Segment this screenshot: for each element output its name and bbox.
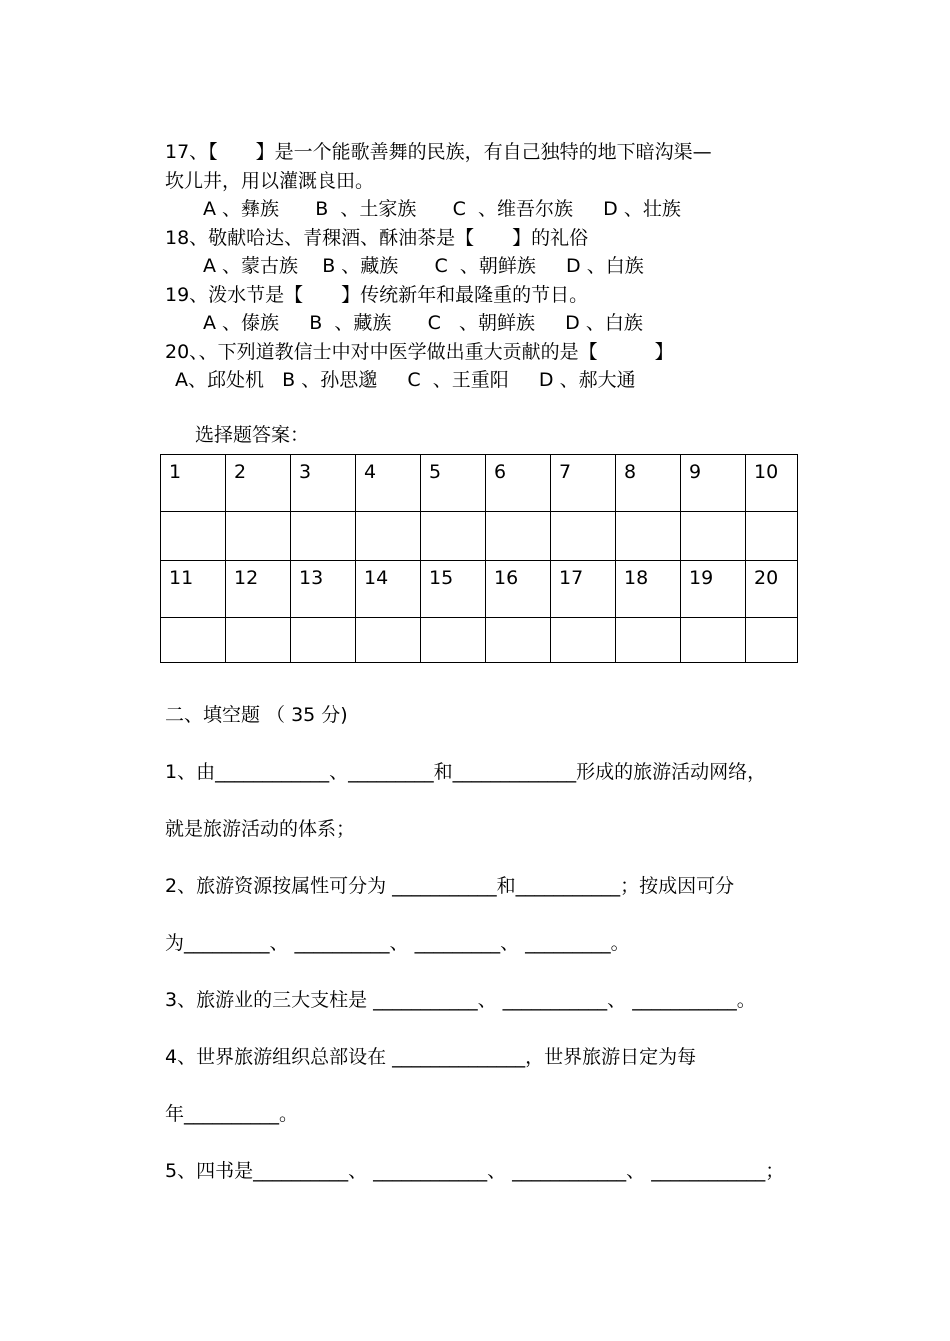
answer-table-number-row-1 xyxy=(161,455,798,512)
answer-number-cell: 1 xyxy=(161,455,226,512)
fill-in-the-blank-section xyxy=(165,687,930,1200)
answer-number-cell: 13 xyxy=(291,561,356,618)
answer-blank-cell xyxy=(161,618,226,663)
answer-number-cell: 5 xyxy=(421,455,486,512)
answer-number-cell: 4 xyxy=(356,455,421,512)
answer-blank-cell xyxy=(486,618,551,663)
answer-number-cell: 7 xyxy=(551,455,616,512)
answer-blank-cell xyxy=(616,512,681,561)
answer-blank-cell xyxy=(616,618,681,663)
fill-question-1-line-1: 1、由____________、_________和_____________形成的旅游活动网络， xyxy=(165,761,767,783)
answer-blank-cell xyxy=(681,512,746,561)
answer-number-cell: 16 xyxy=(486,561,551,618)
answer-number-cell: 8 xyxy=(616,455,681,512)
answer-blank-cell xyxy=(551,512,616,561)
fill-question-4-line-1: 4、世界旅游组织总部设在 ______________，世界旅游日定为每 xyxy=(165,1046,697,1068)
fill-question-3: 3、旅游业的三大支柱是 ___________、 ___________、 ___________。 xyxy=(165,989,756,1011)
question-18-options: A 、蒙古族 B 、藏族 C 、朝鲜族 D 、白族 xyxy=(203,255,644,277)
answer-blank-cell xyxy=(356,512,421,561)
answer-blank-cell xyxy=(746,618,798,663)
answer-blank-cell xyxy=(291,618,356,663)
answer-number-cell: 14 xyxy=(356,561,421,618)
answers-label: 选择题答案： xyxy=(195,423,310,446)
answer-blank-cell xyxy=(746,512,798,561)
answer-number-cell: 18 xyxy=(616,561,681,618)
answer-blank-cell xyxy=(226,618,291,663)
fill-question-4-line-2: 年__________。 xyxy=(165,1103,299,1125)
answer-number-cell: 9 xyxy=(681,455,746,512)
answer-table-blank-row-2 xyxy=(161,618,798,663)
answer-table xyxy=(160,454,798,663)
question-20-stem: 20、、下列道教信士中对中医学做出重大贡献的是【 】 xyxy=(165,340,674,363)
answer-blank-cell xyxy=(551,618,616,663)
question-17-stem-line-2: 坎儿井，用以灌溉良田。 xyxy=(165,169,375,192)
answer-table-blank-row-1 xyxy=(161,512,798,561)
answer-blank-cell xyxy=(291,512,356,561)
fill-question-1-line-2: 就是旅游活动的体系； xyxy=(165,818,356,840)
question-18-stem: 18、敬献哈达、青稞酒、酥油茶是【 】的礼俗 xyxy=(165,226,589,249)
answer-blank-cell xyxy=(161,512,226,561)
question-20-options: A、邱处机 B 、孙思邈 C 、王重阳 D 、郝大通 xyxy=(175,369,636,391)
multiple-choice-section xyxy=(165,138,930,395)
question-19-stem: 19、泼水节是【 】传统新年和最隆重的节日。 xyxy=(165,283,589,306)
question-17-stem-line-1: 17、【 】是一个能歌善舞的民族，有自己独特的地下暗沟渠— xyxy=(165,141,712,163)
fill-question-2-line-2: 为_________、 __________、 _________、 _________。 xyxy=(165,932,630,954)
answer-blank-cell xyxy=(421,512,486,561)
answer-number-cell: 19 xyxy=(681,561,746,618)
fill-section-title: 二、填空题 （ 35 分) xyxy=(165,704,348,726)
answer-table-number-row-2 xyxy=(161,561,798,618)
fill-question-5: 5、四书是__________、 ____________、 ____________、 ____________； xyxy=(165,1160,785,1182)
answer-number-cell: 20 xyxy=(746,561,798,618)
answer-blank-cell xyxy=(681,618,746,663)
fill-question-2-line-1: 2、旅游资源按属性可分为 ___________和___________；按成因可分 xyxy=(165,875,735,897)
answer-number-cell: 15 xyxy=(421,561,486,618)
answer-number-cell: 3 xyxy=(291,455,356,512)
answer-blank-cell xyxy=(486,512,551,561)
answer-number-cell: 2 xyxy=(226,455,291,512)
answer-blank-cell xyxy=(356,618,421,663)
answer-number-cell: 11 xyxy=(161,561,226,618)
answer-number-cell: 6 xyxy=(486,455,551,512)
question-17-options: A 、彝族 B 、土家族 C 、维吾尔族 D 、壮族 xyxy=(203,198,681,220)
question-19-options: A 、傣族 B 、藏族 C 、朝鲜族 D 、白族 xyxy=(203,312,643,334)
answer-number-cell: 12 xyxy=(226,561,291,618)
answer-blank-cell xyxy=(421,618,486,663)
answer-blank-cell xyxy=(226,512,291,561)
answer-number-cell: 17 xyxy=(551,561,616,618)
answer-number-cell: 10 xyxy=(746,455,798,512)
